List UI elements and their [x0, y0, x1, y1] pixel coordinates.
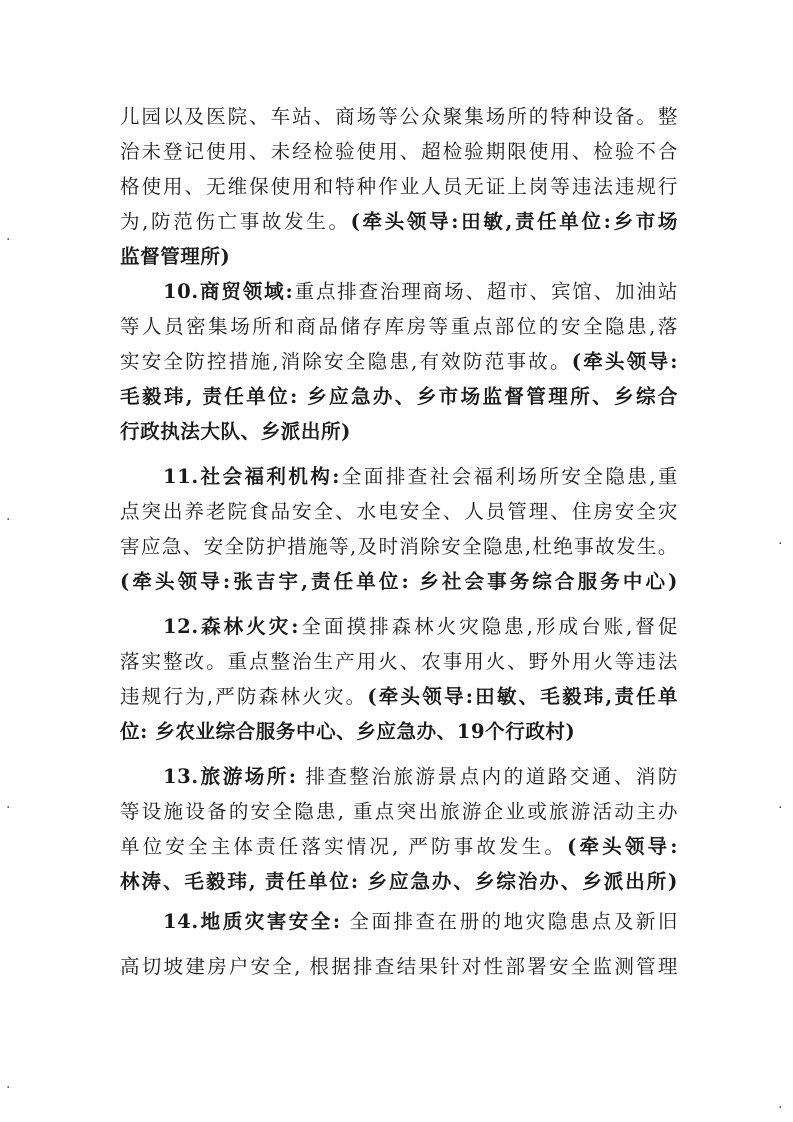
- p10-line-5: 行政执法大队、乡派出所): [120, 420, 351, 443]
- p13-line-2: 等设施设备的安全隐患, 重点突出旅游企业或旅游活动主办: [120, 800, 678, 823]
- p13-lead-note: (牵头领导:: [567, 835, 678, 858]
- p9-line-2: 治未登记使用、未经检验使用、超检验期限使用、检验不合: [120, 140, 678, 163]
- p12-line-3: [120, 680, 678, 714]
- p10-line-3-text: 实安全防控措施,消除安全隐患,有效防范事故。: [120, 350, 572, 373]
- p9-line-4: [120, 205, 678, 239]
- p14-line-1: [163, 905, 678, 939]
- p11-line-1: [163, 460, 678, 494]
- scan-margin-mark: ·: [6, 1080, 11, 1096]
- p13-heading: 13.旅游场所:: [163, 765, 297, 788]
- p11-line-4: (牵头领导:张吉宇,责任单位: 乡社会事务综合服务中心): [120, 570, 678, 593]
- p10-line-1-text: 重点排查治理商场、超市、宾馆、加油站: [293, 280, 678, 303]
- scan-margin-mark: ·: [778, 800, 783, 816]
- p12-line-4: 位: 乡农业综合服务中心、乡应急办、19个行政村): [120, 720, 576, 743]
- p10-line-2: 等人员密集场所和商品储存库房等重点部位的安全隐患,落: [120, 315, 678, 338]
- p14-line-1-text: 全面排查在册的地灾隐患点及新旧: [340, 910, 678, 933]
- p11-line-2: 点突出养老院食品安全、水电安全、人员管理、住房安全灾: [120, 500, 678, 523]
- p12-heading: 12.森林火灾:: [163, 615, 300, 638]
- scan-margin-mark: ·: [6, 800, 11, 816]
- p12-lead-note: (牵头领导:田敏、毛毅玮,责任单: [367, 685, 678, 708]
- scan-margin-mark: ·: [6, 512, 11, 528]
- p13-line-1: [163, 760, 678, 794]
- p10-lead-note: (牵头领导:: [571, 350, 678, 373]
- p13-line-4: 林涛、毛毅玮, 责任单位: 乡应急办、乡综治办、乡派出所): [120, 870, 678, 893]
- p10-heading: 10.商贸领域:: [163, 280, 294, 303]
- p14-heading: 14.地质灾害安全:: [163, 910, 341, 933]
- p9-line-4-text: 为,防范伤亡事故发生。: [120, 210, 351, 233]
- p10-line-4: 毛毅玮, 责任单位: 乡应急办、乡市场监督管理所、乡综合: [120, 385, 678, 408]
- p9-line-1: 儿园以及医院、车站、商场等公众聚集场所的特种设备。整: [120, 105, 678, 128]
- p10-line-3: [120, 345, 678, 379]
- p9-line-5: 监督管理所): [120, 245, 231, 268]
- p13-line-3-text: 单位安全主体责任落实情况, 严防事故发生。: [120, 835, 568, 858]
- p10-line-1: [163, 275, 678, 309]
- p9-line-3: 格使用、无维保使用和特种作业人员无证上岗等违法违规行: [120, 175, 678, 198]
- p12-line-3-text: 违规行为,严防森林火灾。: [120, 685, 368, 708]
- p12-line-1-text: 全面摸排森林火灾隐患,形成台账,督促: [299, 615, 678, 638]
- p13-line-1-text: 排查整治旅游景点内的道路交通、消防: [296, 765, 678, 788]
- p13-line-3: [120, 830, 678, 864]
- p14-line-2: 高切坡建房户安全, 根据排查结果针对性部署安全监测管理: [120, 955, 678, 978]
- p9-lead-note: (牵头领导:田敏,责任单位:乡市场: [350, 210, 678, 233]
- p11-line-1-text: 全面排查社会福利场所安全隐患,重: [340, 465, 678, 488]
- scan-margin-mark: ·: [778, 1100, 783, 1116]
- scan-margin-mark: ·: [6, 232, 11, 248]
- p11-heading: 11.社会福利机构:: [163, 465, 341, 488]
- scan-margin-mark: ·: [778, 536, 783, 552]
- p12-line-2: 落实整改。重点整治生产用火、农事用火、野外用火等违法: [120, 650, 678, 673]
- p11-line-3: 害应急、安全防护措施等,及时消除安全隐患,杜绝事故发生。: [120, 535, 678, 558]
- p12-line-1: [163, 610, 678, 644]
